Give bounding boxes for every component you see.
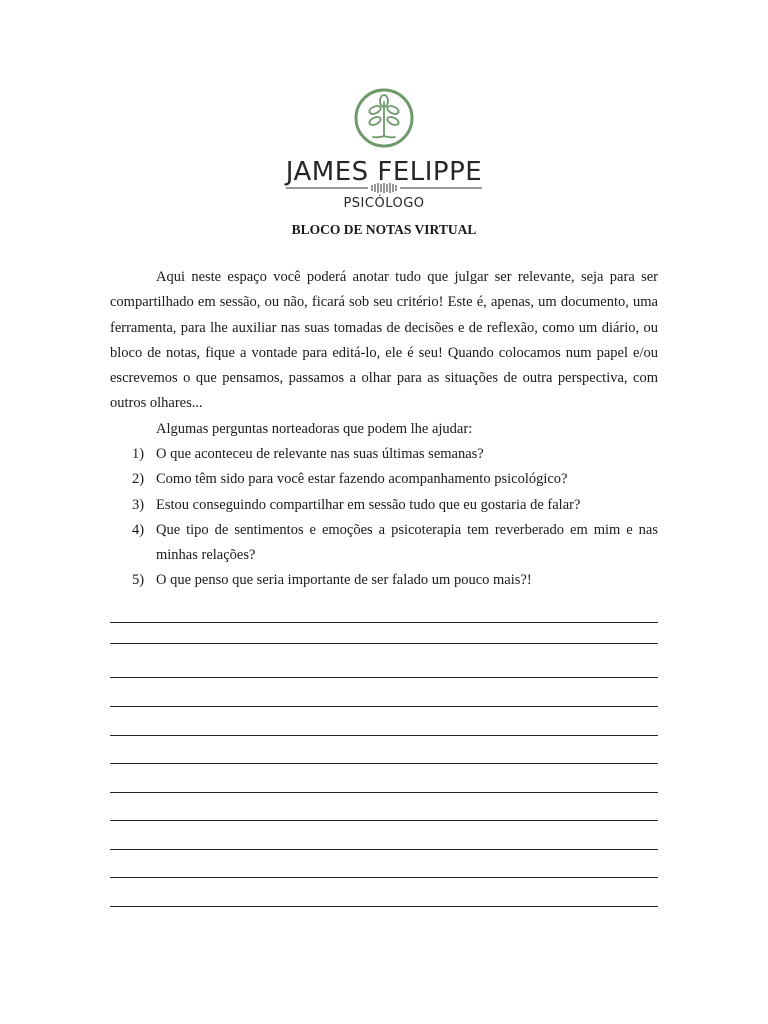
list-item xyxy=(110,442,658,467)
question-number: 2) xyxy=(132,471,145,488)
question-text: O que penso que seria importante de ser falado um pouco mais?! xyxy=(156,572,532,589)
questions-intro: Algumas perguntas norteadoras que podem lhe ajudar: xyxy=(156,421,473,437)
list-item xyxy=(110,518,658,569)
note-line[interactable] xyxy=(110,849,658,850)
list-item xyxy=(110,467,658,492)
note-line[interactable] xyxy=(110,906,658,907)
note-line[interactable] xyxy=(110,820,658,821)
note-line[interactable] xyxy=(110,706,658,707)
document-title: BLOCO DE NOTAS VIRTUAL xyxy=(291,222,477,237)
question-text: O que aconteceu de relevante nas suas últimas semanas? xyxy=(156,446,484,462)
note-line[interactable] xyxy=(110,763,658,764)
list-item xyxy=(110,493,658,518)
list-item xyxy=(110,568,658,593)
note-line[interactable] xyxy=(110,877,658,878)
brand-logo xyxy=(280,88,488,216)
question-number: 5) xyxy=(132,572,145,589)
question-text: Que tipo de sentimentos e emoções a psicoterapia tem reverberado em mim e nas minhas relações? xyxy=(156,521,658,564)
note-line[interactable] xyxy=(110,792,658,793)
question-number: 4) xyxy=(132,521,145,538)
question-text: Como têm sido para você estar fazendo acompanhamento psicológico? xyxy=(156,471,568,488)
question-text: Estou conseguindo compartilhar em sessão tudo que eu gostaria de falar? xyxy=(156,496,581,513)
tree-of-life-icon xyxy=(280,88,488,216)
note-line[interactable] xyxy=(110,622,658,623)
guiding-questions-list xyxy=(110,442,658,594)
note-line[interactable] xyxy=(110,677,658,678)
question-number: 1) xyxy=(132,446,145,462)
intro-paragraph: Aqui neste espaço você poderá anotar tudo que julgar ser relevante, seja para ser compartilhado em sessão, ou não, ficará sob seu critério! Este é, apenas, um documento, uma ferramenta, para lhe auxiliar nas suas tomadas de decisões e de reflexão, como um diário, ou bloco de notas, fique a vontade para editá-lo, ele é seu! Quando colocamos num papel e/ou escrevemos o que pensamos, passamos a olhar para as situações de outra perspectiva, com outros olhares... xyxy=(110,269,658,412)
note-line[interactable] xyxy=(110,735,658,736)
brand-subtitle: PSICÓLOGO xyxy=(343,196,425,211)
brand-name: JAMES FELIPPE xyxy=(285,157,483,187)
note-line[interactable] xyxy=(110,643,658,644)
question-number: 3) xyxy=(132,496,145,513)
